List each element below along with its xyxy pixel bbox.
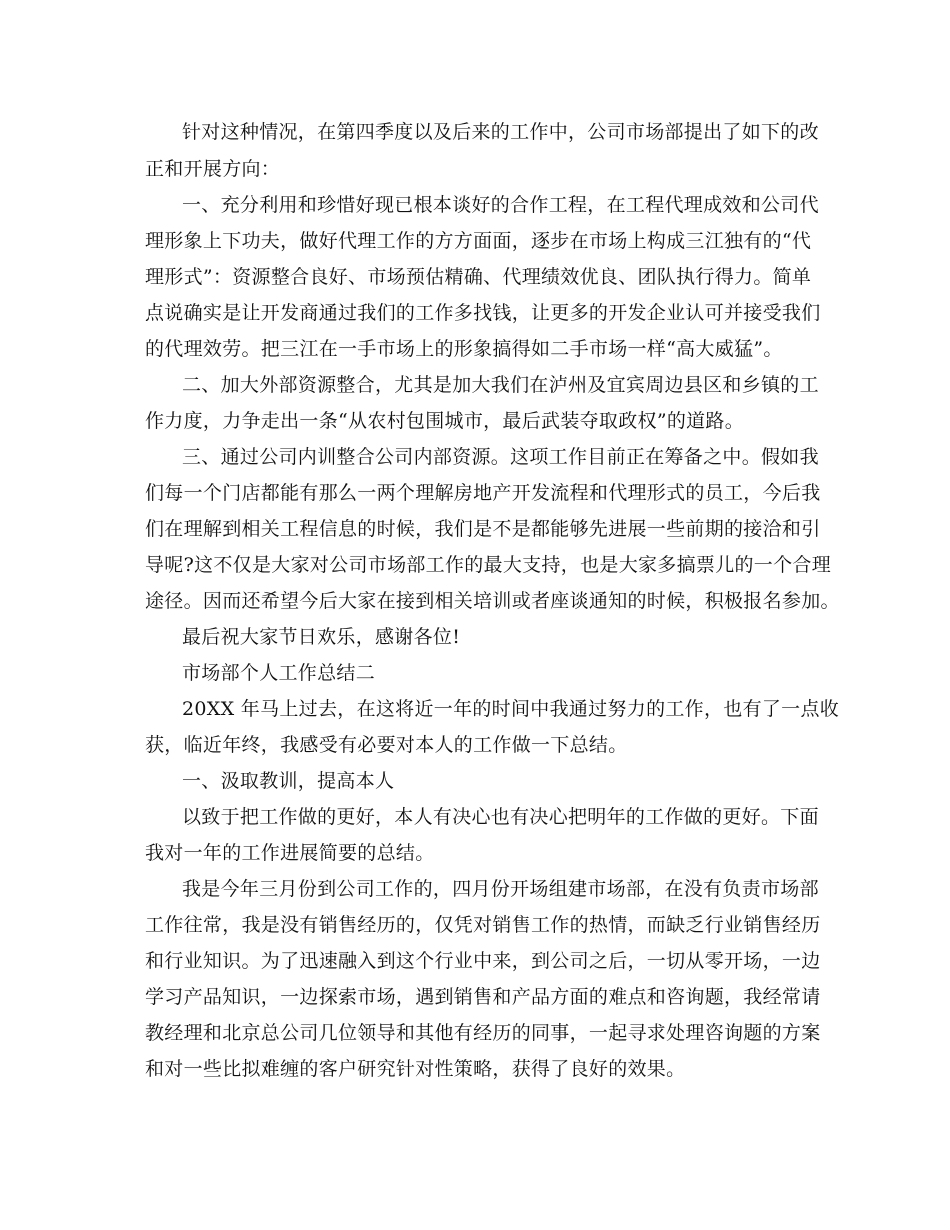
- text-line: 20XX 年马上过去，在这将近一年的时间中我通过努力的工作，也有了一点收: [182, 698, 840, 720]
- text-line: 和对一些比拟难缠的客户研究针对性策略，获得了良好的效果。: [145, 1058, 686, 1080]
- text-line: 三、通过公司内训整合公司内部资源。这项工作目前正在筹备之中。假如我: [182, 446, 819, 468]
- text-line: 和行业知识。为了迅速融入到这个行业中来，到公司之后，一切从零开场，一边: [145, 950, 821, 972]
- text-line: 以致于把工作做的更好，本人有决心也有决心把明年的工作做的更好。下面: [182, 806, 819, 828]
- text-line: 们每一个门店都能有那么一两个理解房地产开发流程和代理形式的员工，今后我: [145, 482, 821, 504]
- section-heading: 市场部个人工作总结二: [182, 662, 376, 684]
- text-line: 学习产品知识，一边探索市场，遇到销售和产品方面的难点和咨询题，我经常请: [145, 986, 821, 1008]
- text-line: 的代理效劳。把三江在一手市场上的形象搞得如二手市场一样“高大威猛”。: [145, 338, 783, 360]
- text-line: 们在理解到相关工程信息的时候，我们是不是都能够先进展一些前期的接洽和引: [145, 518, 821, 540]
- text-line: 工作往常，我是没有销售经历的，仅凭对销售工作的热情，而缺乏行业销售经历: [145, 914, 821, 936]
- text-line: 作力度，力争走出一条“从农村包围城市，最后武装夺取政权”的道路。: [145, 410, 745, 432]
- text-line: 途径。因而还希望今后大家在接到相关培训或者座谈通知的时候，积极报名参加。: [145, 590, 840, 612]
- text-line: 一、充分利用和珍惜好现已根本谈好的合作工程，在工程代理成效和公司代: [182, 194, 819, 216]
- text-line: 获，临近年终，我感受有必要对本人的工作做一下总结。: [145, 734, 628, 756]
- text-line: 导呢?这不仅是大家对公司市场部工作的最大支持，也是大家多搞票儿的一个合理: [145, 554, 831, 576]
- text-line: 针对这种情况，在第四季度以及后来的工作中，公司市场部提出了如下的改: [182, 121, 819, 143]
- text-line: 正和开展方向：: [145, 158, 281, 180]
- text-line: 点说确实是让开发商通过我们的工作多找钱，让更多的开发企业认可并接受我们: [145, 302, 821, 324]
- text-line: 我是今年三月份到公司工作的，四月份开场组建市场部，在没有负责市场部: [182, 878, 819, 900]
- text-line: 最后祝大家节日欢乐，感谢各位!: [182, 626, 461, 648]
- text-line: 我对一年的工作进展简要的总结。: [145, 842, 435, 864]
- subsection-heading: 一、汲取教训，提高本人: [182, 770, 395, 792]
- text-line: 理形象上下功夫，做好代理工作的方方面面，逐步在市场上构成三江独有的“代: [145, 230, 812, 252]
- text-line: 理形式”：资源整合良好、市场预估精确、代理绩效优良、团队执行得力。简单: [145, 266, 812, 288]
- text-line: 教经理和北京总公司几位领导和其他有经历的同事，一起寻求处理咨询题的方案: [145, 1022, 821, 1044]
- text-line: 二、加大外部资源整合，尤其是加大我们在泸州及宜宾周边县区和乡镇的工: [182, 374, 819, 396]
